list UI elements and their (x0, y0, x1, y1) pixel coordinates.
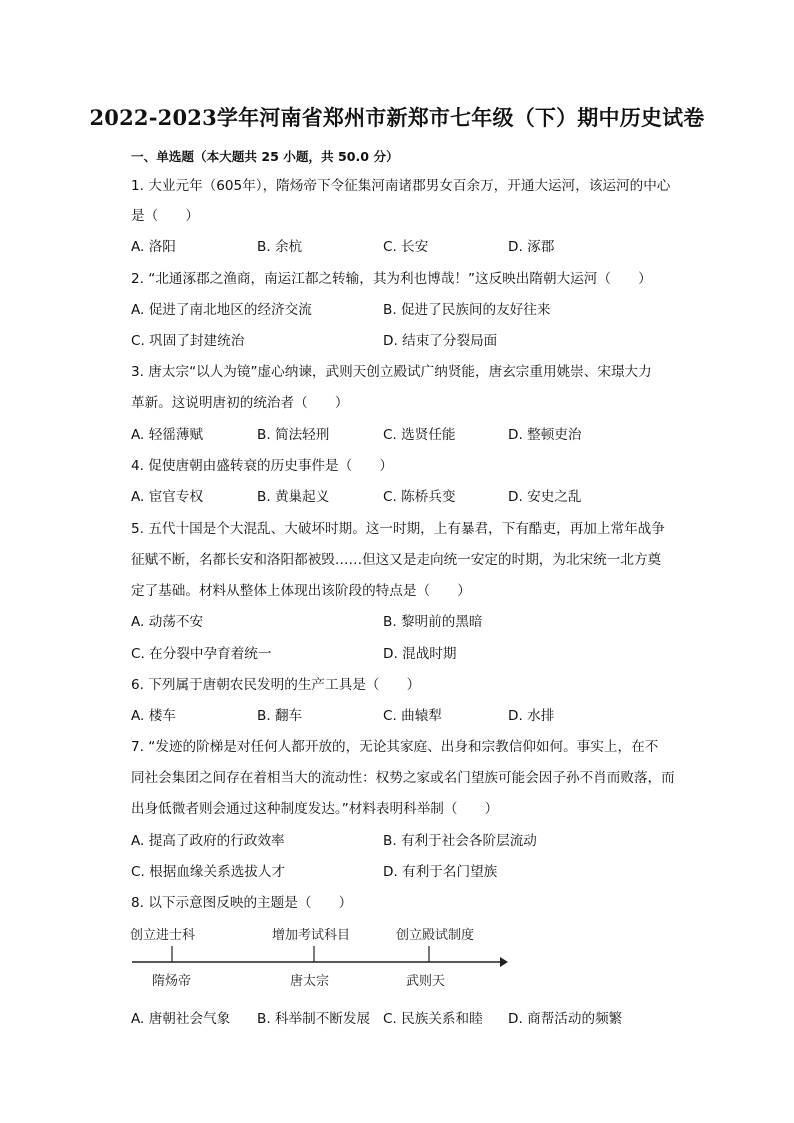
question-3-option-c[interactable]: C. 选贤任能 (383, 427, 456, 443)
question-8-option-a[interactable]: A. 唐朝社会气象 (131, 1011, 231, 1027)
question-7-text-line-2: 同社会集团之间存在着相当大的流动性：权势之家或名门望族可能会因子孙不肖而败落，而 (131, 770, 675, 786)
question-1-option-a[interactable]: A. 洛阳 (131, 239, 176, 255)
question-3-option-a[interactable]: A. 轻徭薄赋 (131, 427, 204, 443)
question-6-text-line-1: 6. 下列属于唐朝农民发明的生产工具是（ ） (131, 677, 421, 693)
question-5-option-d[interactable]: D. 混战时期 (383, 646, 457, 662)
question-5-text-line-1: 5. 五代十国是个大混乱、大破坏时期。这一时期，上有暴君，下有酷吏，再加上常年战争 (131, 521, 665, 537)
question-5-option-a[interactable]: A. 动荡不安 (131, 614, 204, 630)
question-6-option-b[interactable]: B. 翻车 (257, 708, 303, 724)
question-7-option-d[interactable]: D. 有利于名门望族 (383, 864, 498, 880)
question-6-option-c[interactable]: C. 曲辕犁 (383, 708, 442, 724)
question-2-option-c[interactable]: C. 巩固了封建统治 (131, 333, 245, 349)
question-7-text-line-1: 7. “发迹的阶梯是对任何人都开放的，无论其家庭、出身和宗教信仰如何。事实上，在不 (131, 739, 659, 755)
timeline-diagram (128, 922, 512, 992)
question-2-text-line-1: 2. “北通涿郡之渔商，南运江都之转输，其为利也博哉！”这反映出隋朝大运河（ ） (131, 271, 652, 287)
question-6-option-a[interactable]: A. 楼车 (131, 708, 176, 724)
question-7-text-line-3: 出身低微者则会通过这种制度发达。”材料表明科举制（ ） (131, 801, 499, 817)
question-4-text-line-1: 4. 促使唐朝由盛转衰的历史事件是（ ） (131, 458, 393, 474)
question-5-text-line-2: 征赋不断，名都长安和洛阳都被毁……但这又是走向统一安定的时期，为北宋统一北方奠 (131, 552, 662, 568)
question-6-option-d[interactable]: D. 水排 (508, 708, 555, 724)
question-4-option-b[interactable]: B. 黄巢起义 (257, 489, 330, 505)
question-4-option-d[interactable]: D. 安史之乱 (508, 489, 582, 505)
question-3-text-line-1: 3. 唐太宗“以人为镜”虚心纳谏，武则天创立殿试广纳贤能，唐玄宗重用姚崇、宋璟大力 (131, 364, 652, 380)
timeline-top-label-1: 创立进士科 (130, 928, 196, 943)
question-5-option-c[interactable]: C. 在分裂中孕育着统一 (131, 646, 272, 662)
question-2-option-a[interactable]: A. 促进了南北地区的经济交流 (131, 302, 312, 318)
question-1-option-d[interactable]: D. 涿郡 (508, 239, 555, 255)
question-8-option-d[interactable]: D. 商帮活动的频繁 (508, 1011, 623, 1027)
timeline-bottom-label-1: 隋炀帝 (152, 974, 192, 989)
section-heading: 一、单选题（本大题共 25 小题，共 50.0 分） (131, 149, 399, 164)
question-5-option-b[interactable]: B. 黎明前的黑暗 (383, 614, 483, 630)
timeline-arrow-icon (500, 957, 508, 967)
question-5-text-line-3: 定了基础。材料从整体上体现出该阶段的特点是（ ） (131, 583, 471, 599)
timeline-bottom-label-3: 武则天 (406, 974, 446, 989)
question-1-text-line-1: 1. 大业元年（605年），隋炀帝下令征集河南诸郡男女百余万，开通大运河，该运河的中心 (131, 178, 671, 194)
question-3-option-b[interactable]: B. 简法轻刑 (257, 427, 330, 443)
question-2-option-d[interactable]: D. 结束了分裂局面 (383, 333, 498, 349)
exam-title: 2022-2023学年河南省郑州市新郑市七年级（下）期中历史试卷 (89, 105, 705, 130)
question-3-text-line-2: 革新。这说明唐初的统治者（ ） (131, 395, 349, 411)
timeline-bottom-label-2: 唐太宗 (290, 974, 330, 989)
question-2-option-b[interactable]: B. 促进了民族间的友好往来 (383, 302, 551, 318)
question-7-option-a[interactable]: A. 提高了政府的行政效率 (131, 833, 285, 849)
timeline-top-label-3: 创立殿试制度 (396, 928, 475, 943)
question-4-option-a[interactable]: A. 宦官专权 (131, 489, 204, 505)
question-7-option-c[interactable]: C. 根据血缘关系选拔人才 (131, 864, 286, 880)
question-1-text-line-2: 是（ ） (131, 208, 199, 224)
question-8-text-line-1: 8. 以下示意图反映的主题是（ ） (131, 895, 353, 911)
timeline-top-label-2: 增加考试科目 (272, 928, 351, 943)
question-1-option-c[interactable]: C. 长安 (383, 239, 429, 255)
question-8-option-c[interactable]: C. 民族关系和睦 (383, 1011, 483, 1027)
question-7-option-b[interactable]: B. 有利于社会各阶层流动 (383, 833, 537, 849)
question-1-option-b[interactable]: B. 余杭 (257, 239, 303, 255)
question-3-option-d[interactable]: D. 整顿吏治 (508, 427, 582, 443)
question-8-option-b[interactable]: B. 科举制不断发展 (257, 1011, 371, 1027)
question-4-option-c[interactable]: C. 陈桥兵变 (383, 489, 456, 505)
